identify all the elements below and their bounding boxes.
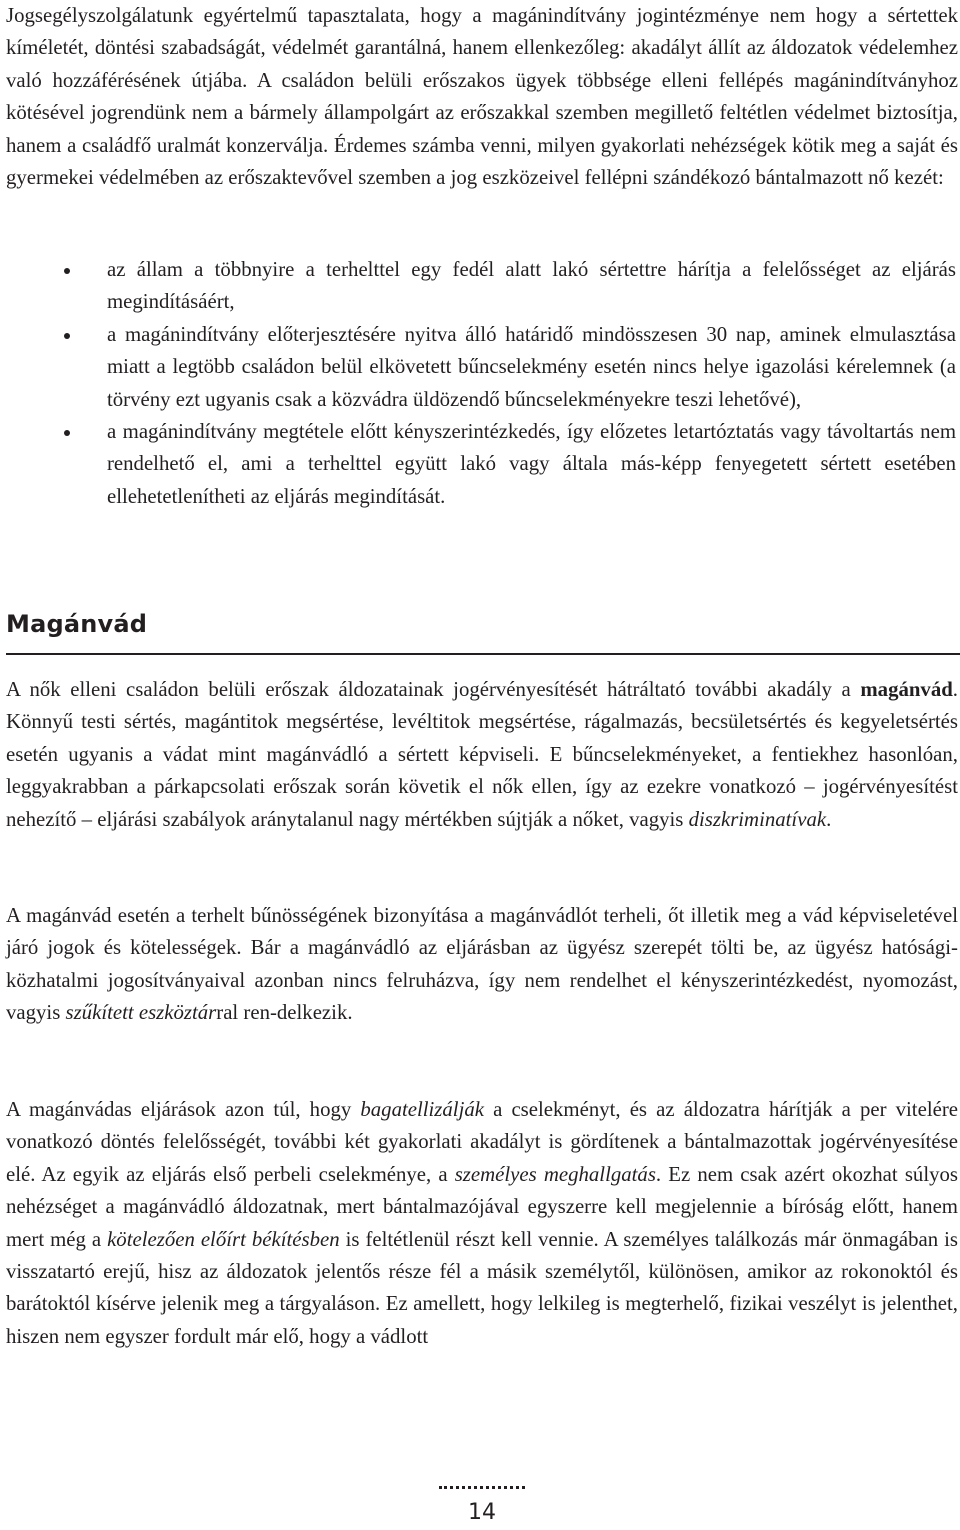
page-number: 14	[468, 1500, 496, 1525]
list-item	[0, 319, 958, 416]
emphasis-italic: bagatellizálják	[360, 1098, 484, 1121]
paragraph-text: . Könnyű testi sértés, magántitok megsértése, levéltitok megsértése, rágalmazás, becsületsértés és kegyeletsértés esetén ugyanis a vádat mint magánvádló a sértett képviseli. E bűncselekményeket, a fentiekhez hasonlóan, leggyakrabban a párkapcsolati erőszak során követik el nők ellen, így az ezekre vonatkozó – jogérvényesítést nehezítő – eljárási szabályok aránytalanul nagy mértékben sújtják a nőket, vagyis	[6, 678, 958, 831]
paragraph-text: A nők elleni családon belüli erőszak áldozatainak jogérvényesítését hátráltató további akadály a	[6, 678, 861, 701]
paragraph-text: is feltétlenül részt kell vennie. A személyes találkozás már önmagában is visszatartó erejű, hisz az áldozatok jelentős része fél a másik személytől, különösen, amikor az rokonoktól és barátoktól kísérve jelenik meg a tárgyaláson. Ez amellett, hogy lelkileg is megterhelő, fizikai veszélyt is jelenthet, hiszen nem egyszer fordult már elő, hogy a vádlott	[6, 1227, 958, 1348]
list-item-text: a magánindítvány előterjesztésére nyitva álló határidő mindösszesen 30 nap, aminek elmulasztása miatt a legtöbb családon belül elkövetett bűncselekmény esetén nincs helye igazolási kérelemnek (a törvény ezt ugyanis csak a közvádra üldözendő bűncselekményekre teszi lehetővé),	[107, 322, 956, 411]
paragraph-text: a cselekményt, és az áldozatra hárítják a per vitelére vonatkozó döntés felelősségét, további két gyakorlati akadályt is gördítenek a bántalmazottak jogérvényesítése elé. Az egyik az eljárás első perbeli cselekménye, a	[6, 1098, 958, 1186]
emphasis-italic: diszkriminatívak	[688, 807, 827, 831]
emphasis-italic: szűkített eszköztár	[65, 1001, 217, 1025]
intro-paragraph	[6, 0, 958, 194]
paragraph-text: .	[826, 807, 832, 831]
intro-text: Jogsegélyszolgálatunk egyértelmű tapasztalata, hogy a magánindítvány jogintézménye nem hogy a sértettek kíméletét, döntési szabadságát, védelmét garantálná, hanem ellenkezőleg: akadályt állít az áldozatok védelemhez való hozzáférésének útjába. A családon belüli erőszakos ügyek többsége elleni fellépés magánindítványhoz kötésével jogrendünk nem a bármely állampolgárt az erőszakkal szemben megillető feltétlen védelmet biztosítja, hanem a családfő uralmát konzerválja. Érdemes számba venni, milyen gyakorlati nehézségek kötik meg a saját és gyermekei védelmében az erőszaktevővel szemben a jog eszközeivel fellépni szándékozó bántalmazott nő kezét:	[6, 4, 958, 190]
section-heading: Magánvád	[6, 610, 148, 638]
list-item-text: a magánindítvány megtétele előtt kényszerintézkedés, így előzetes letartóztatás vagy távoltartás nem rendelhető el, ami a terhelttel együtt lakó vagy általa más-képp fenyegetett sértett esetében ellehetetlenítheti az eljárás megindítását.	[107, 420, 956, 508]
obstacles-list	[0, 254, 958, 513]
bullet-icon	[64, 333, 70, 339]
list-item	[0, 254, 958, 319]
paragraph-text: A magánvádas eljárások azon túl, hogy	[6, 1098, 361, 1121]
paragraph-procedure-obstacles	[6, 1094, 958, 1353]
bullet-icon	[64, 430, 70, 436]
emphasis-italic: kötelezően előírt békítésben	[107, 1227, 340, 1251]
section-divider	[6, 653, 960, 655]
list-item	[0, 416, 958, 513]
emphasis-italic: személyes meghallgatás	[454, 1162, 656, 1186]
list-item-text: az állam a többnyire a terhelttel egy fedél alatt lakó sértettre hárítja a felelősséget az eljárás megindításáért,	[107, 258, 956, 314]
paragraph-burden-of-proof	[6, 900, 958, 1030]
emphasis-bold: magánvád	[860, 678, 953, 701]
bullet-icon	[64, 268, 70, 274]
footer-dotted-line	[439, 1486, 525, 1492]
paragraph-magánvád-intro	[6, 674, 958, 836]
paragraph-text: . Ez nem csak azért okozhat súlyos nehézséget a magánvádló áldozatnak, mert bántalmazójával egyszerre kell megjelennie a bíróság előtt, hanem mert még a	[6, 1162, 958, 1251]
paragraph-text: A magánvád esetén a terhelt bűnösségének bizonyítása a magánvádlót terheli, őt illetik meg a vád képviseletével járó jogok és kötelességek. Bár a magánvádló az eljárásban az ügyész szerepét tölti be, az ügyész hatósági-közhatalmi jogosítványaival azonban nincs felruházva, így nem rendelhet el kényszerintézkedést, nyomozást, vagyis	[6, 904, 958, 1025]
paragraph-text: ral ren-delkezik.	[216, 1001, 353, 1025]
